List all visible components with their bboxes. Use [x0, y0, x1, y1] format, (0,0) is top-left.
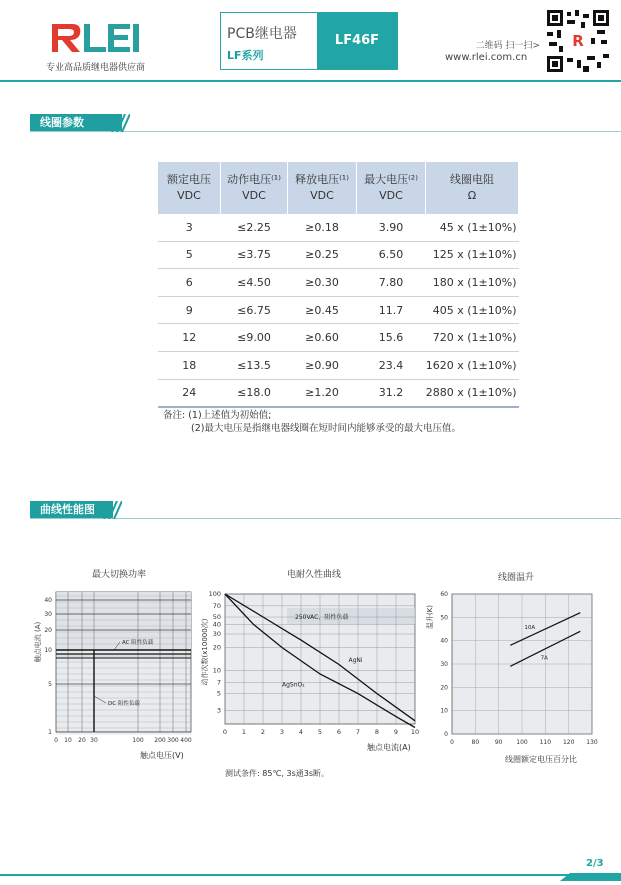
- page-number: 2/3: [586, 858, 604, 869]
- chart1-xlabel: 触点电压(V): [140, 751, 184, 760]
- chart3-xtick: 100: [516, 739, 528, 746]
- chart1-xtick: 300: [167, 737, 179, 744]
- table-cell: 31.2: [357, 379, 426, 407]
- chart1-title: 最大切换功率: [92, 570, 147, 580]
- chart1-xtick: 10: [64, 737, 72, 744]
- chart3-xtick: 90: [494, 739, 503, 746]
- chart3-xtick: 120: [562, 739, 575, 746]
- table-cell: 7.80: [357, 269, 426, 297]
- section-stripes-coil: [108, 114, 130, 136]
- chart1-ytick: 10: [44, 647, 52, 654]
- table-cell: ≤6.75: [221, 296, 288, 324]
- table-cell: 3: [158, 214, 221, 241]
- chart3-xtick: 110: [539, 739, 552, 746]
- table-header-cell: [288, 162, 357, 214]
- header-line2: VDC: [310, 189, 334, 202]
- table-cell: ≤9.00: [221, 324, 288, 352]
- chart3-ytick: 40: [440, 637, 448, 645]
- chart2-ytick: 20: [212, 643, 221, 652]
- table-cell: 5: [158, 241, 221, 269]
- chart2-ytick: 10: [212, 666, 221, 675]
- chart2-ytick: 30: [212, 630, 221, 639]
- chart2-annotation: 250VAC、阻性负载: [295, 614, 349, 621]
- chart-coil-temperature-rise: [420, 582, 610, 772]
- chart2-ylabel: 动作次数(x10000次): [201, 618, 209, 686]
- chart2-ytick: 3: [216, 706, 221, 715]
- table-cell: 720 x (1±10%): [426, 324, 519, 352]
- chart3-xlabel: 线圈额定电压百分比: [505, 755, 577, 764]
- table-header-row: [158, 162, 519, 214]
- chart1-xtick: 200: [154, 737, 166, 744]
- header-line1: 动作电压⁽¹⁾: [227, 173, 281, 186]
- table-cell: 11.7: [357, 296, 426, 324]
- chart3-ytick: 20: [440, 684, 448, 692]
- note-2: (2)最大电压是指继电器线圈在短时间内能够承受的最大电压值。: [191, 423, 461, 434]
- table-cell: 9: [158, 296, 221, 324]
- header-line2: VDC: [379, 189, 403, 202]
- chart3-ytick: 50: [440, 614, 448, 622]
- table-cell: ≥0.30: [288, 269, 357, 297]
- chart3-xtick: 0: [450, 739, 454, 746]
- chart1-ytick: 30: [44, 611, 52, 618]
- product-title-box: [220, 12, 398, 70]
- chart1-ytick: 1: [48, 729, 52, 736]
- table-cell: ≥0.18: [288, 214, 357, 241]
- chart3-xtick: 130: [586, 739, 598, 746]
- chart2-xtick: 3: [279, 728, 285, 736]
- chart2-ytick: 50: [212, 613, 221, 622]
- qr-code-icon: [547, 10, 609, 72]
- chart2-xtick: 7: [355, 728, 361, 736]
- chart3-ylabel: 温升(K): [426, 604, 434, 630]
- table-cell: ≤2.25: [221, 214, 288, 241]
- page-corner-mark: [560, 866, 621, 874]
- product-title: PCB继电器: [227, 26, 297, 42]
- table-cell: 2880 x (1±10%): [426, 379, 519, 407]
- table-cell: ≥0.60: [288, 324, 357, 352]
- chart2-title: 电耐久性曲线: [287, 570, 342, 580]
- table-row: [158, 351, 519, 379]
- chart1-xtick: 400: [180, 737, 192, 744]
- chart1-legend-ac: AC 阻性负载: [122, 640, 154, 646]
- table-header-cell: [158, 162, 221, 214]
- chart3-ytick: 0: [444, 731, 448, 738]
- chart2-xtick: 9: [393, 728, 399, 736]
- header-line2: Ω: [467, 189, 477, 202]
- header-divider: [0, 80, 621, 82]
- table-row: [158, 241, 519, 269]
- chart2-xtick: 6: [336, 728, 342, 736]
- table-cell: ≥1.20: [288, 379, 357, 407]
- header-line2: VDC: [242, 189, 266, 202]
- table-cell: ≤13.5: [221, 351, 288, 379]
- section-title-coil: 线圈参数: [30, 114, 122, 132]
- chart-electrical-endurance: [197, 582, 427, 772]
- company-logo: [50, 18, 146, 58]
- model-tag: LF46F: [317, 13, 397, 69]
- table-cell: 125 x (1±10%): [426, 241, 519, 269]
- section-stripes-curves: [100, 501, 122, 523]
- coil-parameters-table: [158, 162, 519, 408]
- chart3-ytick: 10: [440, 707, 448, 715]
- chart1-ytick: 20: [44, 627, 52, 634]
- table-header-cell: [221, 162, 288, 214]
- table-cell: 23.4: [357, 351, 426, 379]
- chart1-ytick: 5: [48, 681, 52, 688]
- chart2-ytick: 100: [208, 590, 221, 598]
- table-cell: ≤3.75: [221, 241, 288, 269]
- table-body: [158, 214, 519, 407]
- table-header-cell: [426, 162, 519, 214]
- product-series: LF系列: [227, 49, 264, 62]
- table-cell: 15.6: [357, 324, 426, 352]
- section-title-curves: 曲线性能图: [30, 501, 113, 519]
- chart1-ylabel: 触点电流 (A): [34, 621, 42, 663]
- chart3-ytick: 30: [440, 661, 448, 668]
- chart2-xtick: 1: [241, 728, 247, 736]
- chart2-xtick: 10: [410, 728, 420, 736]
- table-cell: 180 x (1±10%): [426, 269, 519, 297]
- chart1-xtick: 20: [78, 737, 86, 744]
- chart2-label-agsno2: AgSnO₂: [282, 681, 305, 689]
- header-line1: 线圈电阻: [450, 173, 494, 186]
- table-row: [158, 296, 519, 324]
- table-row: [158, 324, 519, 352]
- header-line2: VDC: [177, 189, 201, 202]
- header-line1: 释放电压⁽¹⁾: [295, 173, 349, 186]
- qr-hint: 二维码 扫一扫>: [475, 41, 540, 51]
- chart2-xtick: 5: [317, 728, 323, 736]
- table-row: [158, 214, 519, 241]
- chart-max-switching-power: [30, 582, 200, 772]
- chart2-xtick: 2: [260, 728, 266, 736]
- table-cell: ≥0.90: [288, 351, 357, 379]
- chart1-xtick: 30: [90, 737, 98, 744]
- chart1-xtick: 0: [54, 737, 58, 744]
- table-cell: ≤4.50: [221, 269, 288, 297]
- chart2-xlabel: 触点电流(A): [367, 743, 411, 752]
- chart3-title: 线圈温升: [498, 573, 535, 583]
- table-cell: 12: [158, 324, 221, 352]
- chart1-legend-dc: DC 阻性负载: [108, 701, 140, 707]
- chart2-xtick: 4: [298, 728, 304, 736]
- table-cell: 6: [158, 269, 221, 297]
- chart2-ytick: 5: [216, 689, 221, 698]
- chart3-xtick: 80: [471, 739, 480, 746]
- table-cell: 18: [158, 351, 221, 379]
- chart2-ytick: 7: [216, 678, 221, 687]
- chart1-ytick: 40: [44, 597, 52, 604]
- table-cell: 45 x (1±10%): [426, 214, 519, 241]
- table-row: [158, 379, 519, 407]
- table-cell: 24: [158, 379, 221, 407]
- table-cell: 405 x (1±10%): [426, 296, 519, 324]
- chart3-label-10a: 10A: [524, 625, 536, 631]
- chart1-xtick: 100: [132, 737, 144, 744]
- table-cell: ≤18.0: [221, 379, 288, 407]
- test-condition-text: 测试条件: 85℃, 3s通3s断。: [225, 769, 330, 778]
- chart3-label-7a: 7A: [540, 655, 548, 662]
- table-cell: 3.90: [357, 214, 426, 241]
- table-cell: ≥0.45: [288, 296, 357, 324]
- table-cell: 1620 x (1±10%): [426, 351, 519, 379]
- header-line1: 额定电压: [167, 173, 211, 186]
- table-header-cell: [357, 162, 426, 214]
- chart2-ytick: 40: [212, 620, 221, 629]
- logo-tagline: 专业高品质继电器供应商: [46, 63, 146, 73]
- chart2-label-agni: AgNi: [348, 656, 363, 664]
- table-row: [158, 269, 519, 297]
- chart2-ytick: 70: [212, 601, 221, 610]
- website-link[interactable]: www.rlei.com.cn: [445, 52, 528, 63]
- table-cell: 6.50: [357, 241, 426, 269]
- table-notes: [163, 409, 461, 435]
- note-1: 备注: (1)上述值为初始值;: [163, 410, 272, 421]
- chart2-xtick: 8: [374, 728, 380, 736]
- chart2-xtick: 0: [222, 728, 228, 736]
- table-cell: ≥0.25: [288, 241, 357, 269]
- header-line1: 最大电压⁽²⁾: [364, 173, 418, 186]
- svg-text:R: R: [572, 32, 584, 50]
- chart3-ytick: 60: [440, 591, 448, 598]
